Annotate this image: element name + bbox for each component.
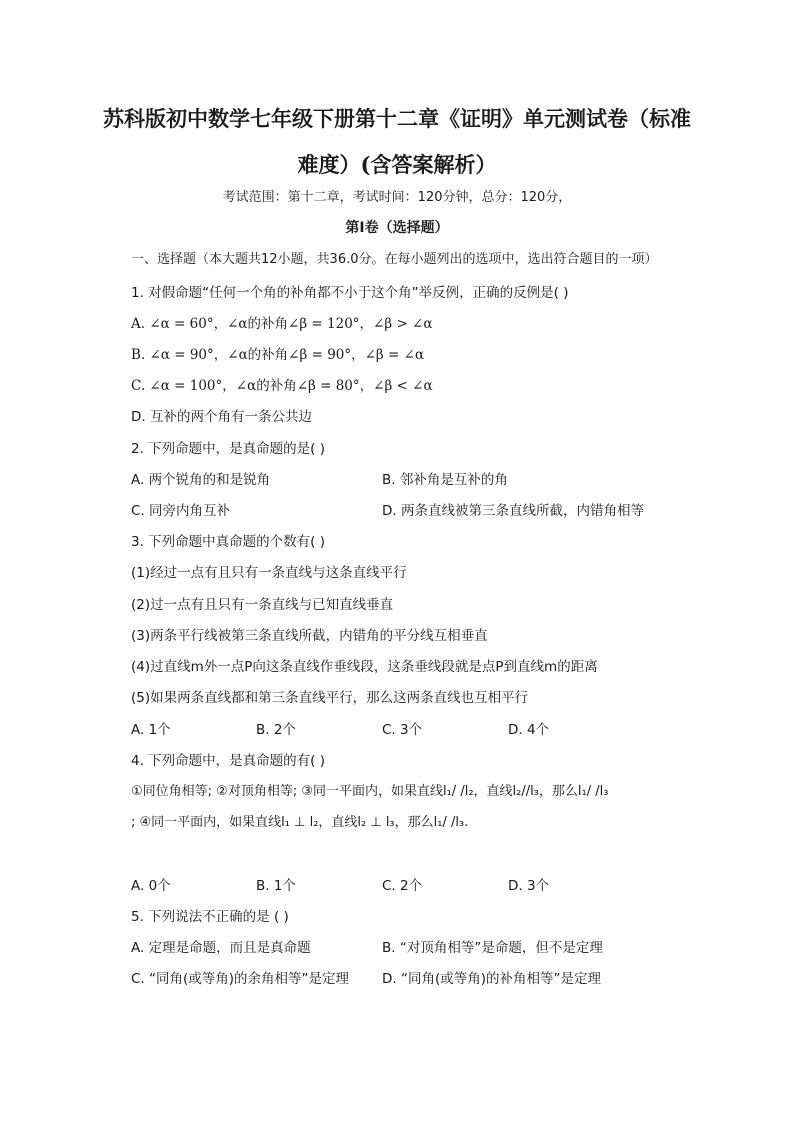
question-1-option-c: C. ∠α = 100°，∠α的补角∠β = 80°，∠β < ∠α (131, 378, 433, 394)
question-4-stem: 4. 下列命题中，是真命题的有( ) (131, 753, 325, 769)
title-line-2: 难度）(含答案解析） (297, 152, 497, 177)
question-5-option-c: C. “同角(或等角)的余角相等”是定理 (131, 971, 350, 987)
question-3-option-a: A. 1个 (131, 722, 171, 738)
section-title: 一、选择题（本大题共12小题，共36.0分。在每小题列出的选项中，选出符合题目的一项） (131, 252, 658, 267)
exam-info: 考试范围：第十二章，考试时间：120分钟，总分：120分， (222, 190, 572, 205)
question-4-option-d: D. 3个 (508, 878, 550, 894)
question-3-stem: 3. 下列命题中真命题的个数有( ) (131, 534, 325, 550)
question-3-option-d: D. 4个 (508, 722, 550, 738)
question-3-option-c: C. 3个 (382, 722, 423, 738)
document-title (80, 96, 714, 188)
question-1-stem: 1. 对假命题“任何一个角的补角都不小于这个角”举反例，正确的反例是( ) (131, 285, 569, 301)
question-1-option-d: D. 互补的两个角有一条公共边 (131, 409, 312, 425)
question-3-statement-5: (5)如果两条直线都和第三条直线平行，那么这两条直线也互相平行 (131, 690, 529, 706)
question-2-option-b: B. 邻补角是互补的角 (382, 472, 508, 488)
question-5-option-b: B. “对顶角相等”是命题，但不是定理 (382, 940, 603, 956)
question-4-statements-line-1: ①同位角相等; ②对顶角相等; ③同一平面内，如果直线l₁/ /l₂，直线l₂//l₃，那么l₁/ /l₃ (131, 784, 609, 799)
question-1-option-b: B. ∠α = 90°，∠α的补角∠β = 90°，∠β = ∠α (131, 347, 425, 363)
question-1-option-a: A. ∠α = 60°，∠α的补角∠β = 120°，∠β > ∠α (131, 316, 433, 332)
question-3-option-b: B. 2个 (256, 722, 296, 738)
question-5-stem: 5. 下列说法不正确的是 ( ) (131, 909, 289, 925)
question-4-statements-line-2: ; ④同一平面内，如果直线l₁ ⊥ l₂，直线l₂ ⊥ l₃，那么l₁/ /l₃. (131, 815, 469, 830)
part-title: 第I卷（选择题） (345, 220, 449, 236)
question-2-stem: 2. 下列命题中，是真命题的是( ) (131, 441, 325, 457)
question-4-option-c: C. 2个 (382, 878, 423, 894)
question-2-option-c: C. 同旁内角互补 (131, 503, 231, 519)
question-5-option-d: D. “同角(或等角)的补角相等”是定理 (382, 971, 601, 987)
title-line-1: 苏科版初中数学七年级下册第十二章《证明》单元测试卷（标准 (103, 106, 691, 131)
question-4-option-b: B. 1个 (256, 878, 296, 894)
question-3-statement-2: (2)过一点有且只有一条直线与已知直线垂直 (131, 597, 394, 613)
question-2-option-a: A. 两个锐角的和是锐角 (131, 472, 271, 488)
question-2-option-d: D. 两条直线被第三条直线所截，内错角相等 (382, 503, 644, 519)
question-3-statement-1: (1)经过一点有且只有一条直线与这条直线平行 (131, 565, 407, 581)
question-3-statement-3: (3)两条平行线被第三条直线所截，内错角的平分线互相垂直 (131, 628, 488, 644)
question-5-option-a: A. 定理是命题，而且是真命题 (131, 940, 311, 956)
question-4-option-a: A. 0个 (131, 878, 171, 894)
question-3-statement-4: (4)过直线m外一点P向这条直线作垂线段，这条垂线段就是点P到直线m的距离 (131, 659, 598, 675)
